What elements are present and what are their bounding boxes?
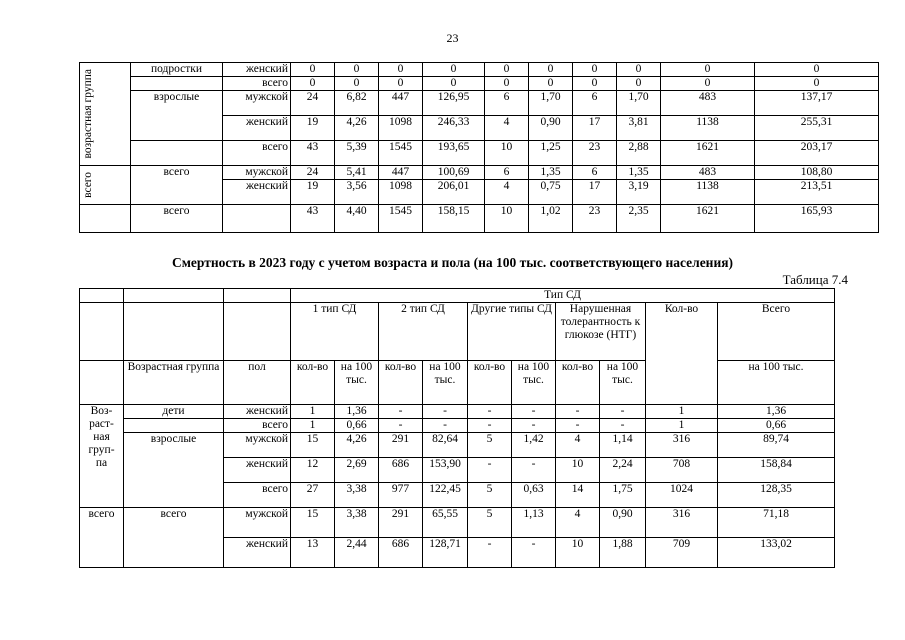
cell: всего [224,483,291,508]
cell: мужской [224,508,291,538]
cell: - [512,419,556,433]
cell: - [600,419,646,433]
cell: 10 [556,538,600,568]
cell-empty [80,289,124,303]
cell: 203,17 [755,141,879,166]
cell: 0 [379,63,423,77]
cell: 1545 [379,141,423,166]
cell: 1,13 [512,508,556,538]
cell: 65,55 [423,508,468,538]
header-per100: на 100 тыс. [335,361,379,405]
header-kol-vo: кол-во [468,361,512,405]
cell: 23 [573,205,617,233]
cell: 0 [573,77,617,91]
cell: 15 [291,433,335,458]
cell: - [556,419,600,433]
cell: - [468,538,512,568]
page-number: 23 [446,31,459,45]
cell: 2,69 [335,458,379,483]
cell: 0 [335,77,379,91]
cell: - [556,405,600,419]
cell: 246,33 [423,116,485,141]
cell: - [512,405,556,419]
cell: 6 [485,91,529,116]
cell: 10 [485,205,529,233]
cell: 153,90 [423,458,468,483]
cell: 0,90 [600,508,646,538]
cell [124,419,224,433]
cell: 0 [379,77,423,91]
cell: 0,75 [529,180,573,205]
cell: 0 [755,63,879,77]
cell: 3,81 [617,116,661,141]
cell: 5,39 [335,141,379,166]
cell: - [468,419,512,433]
cell: 43 [291,205,335,233]
cell: 1545 [379,205,423,233]
cell: 1098 [379,180,423,205]
cell: 5,41 [335,166,379,180]
cell: 1138 [661,180,755,205]
cell: 0 [291,77,335,91]
header-sex: пол [224,361,291,405]
cell: 17 [573,180,617,205]
cell: 0,63 [512,483,556,508]
cell: 708 [646,458,718,483]
cell: 686 [379,538,423,568]
cell: всего [224,419,291,433]
cell: 0 [423,77,485,91]
cell: мужской [223,91,291,116]
cell: 1,35 [529,166,573,180]
cell: 4,40 [335,205,379,233]
cell: 10 [485,141,529,166]
header-type-sd: Тип СД [291,289,835,303]
cell: 1138 [661,116,755,141]
cell: - [512,458,556,483]
cell: дети [124,405,224,419]
cell-empty [80,303,124,361]
cell: 1024 [646,483,718,508]
cell: 4,26 [335,116,379,141]
cell: 2,44 [335,538,379,568]
cell: 1,14 [600,433,646,458]
table-7-4 [79,288,835,568]
cell: 1,42 [512,433,556,458]
cell-empty [80,205,131,233]
cell: 0 [335,63,379,77]
cell: 13 [291,538,335,568]
cell [131,77,223,91]
cell [131,141,223,166]
cell: - [423,419,468,433]
cell: - [468,405,512,419]
cell: 158,84 [718,458,835,483]
cell: 24 [291,166,335,180]
cell: 1098 [379,116,423,141]
cell: 158,15 [423,205,485,233]
header-type2: 2 тип СД [379,303,468,361]
cell: 1,75 [600,483,646,508]
cell: 6,82 [335,91,379,116]
cell: 0,66 [335,419,379,433]
cell: 0,90 [529,116,573,141]
cell: 0 [529,77,573,91]
cell: 126,95 [423,91,485,116]
cell: женский [223,180,291,205]
cell: 122,45 [423,483,468,508]
header-count: Кол-во [646,303,718,405]
cell: 0 [661,77,755,91]
cell: 1,70 [529,91,573,116]
cell: 89,74 [718,433,835,458]
cell: 71,18 [718,508,835,538]
header-total-per100: на 100 тыс. [718,361,835,405]
cell-empty [124,289,224,303]
cell: 4 [556,508,600,538]
cell: 0,66 [718,419,835,433]
cell: всего [223,141,291,166]
cell-empty [80,361,124,405]
cell: 5 [468,483,512,508]
cell: 108,80 [755,166,879,180]
cell: женский [224,458,291,483]
cell: 447 [379,166,423,180]
cell [223,205,291,233]
cell: женский [224,538,291,568]
cell: 255,31 [755,116,879,141]
cell: 447 [379,91,423,116]
cell: 1 [291,419,335,433]
cell: подростки [131,63,223,77]
cell: 6 [573,91,617,116]
cell: 19 [291,116,335,141]
cell: женский [223,63,291,77]
cell: 0 [291,63,335,77]
cell: 5 [468,508,512,538]
header-per100: на 100 тыс. [423,361,468,405]
cell: 213,51 [755,180,879,205]
cell: 1,02 [529,205,573,233]
cell: 0 [485,63,529,77]
cell: 17 [573,116,617,141]
cell: 128,71 [423,538,468,568]
cell: 4 [556,433,600,458]
cell: всего [223,77,291,91]
cell: 1621 [661,141,755,166]
cell: 316 [646,508,718,538]
cell: мужской [223,166,291,180]
cell: 4 [485,180,529,205]
cell: - [468,458,512,483]
cell: 24 [291,91,335,116]
cell: 23 [573,141,617,166]
cell: 133,02 [718,538,835,568]
cell: 4 [485,116,529,141]
table-number: Таблица 7.4 [782,272,848,287]
cell: 0 [529,63,573,77]
header-per100: на 100 тыс. [600,361,646,405]
cell: 3,19 [617,180,661,205]
cell: 1621 [661,205,755,233]
cell: женский [223,116,291,141]
header-total: Всего [718,303,835,361]
cell: 1 [646,419,718,433]
cell: 0 [617,63,661,77]
cell-empty [224,303,291,361]
cell: 686 [379,458,423,483]
cell: 100,69 [423,166,485,180]
cell: - [600,405,646,419]
cell: 19 [291,180,335,205]
cell: 709 [646,538,718,568]
cell: 1,70 [617,91,661,116]
cell: 14 [556,483,600,508]
header-kol-vo: кол-во [556,361,600,405]
cell: 15 [291,508,335,538]
header-age-group: Возрастная группа [124,361,224,405]
cell: 0 [661,63,755,77]
cell: 1,36 [718,405,835,419]
cell: 0 [755,77,879,91]
side-label-total: всего [80,508,124,568]
cell: - [379,419,423,433]
cell: женский [224,405,291,419]
header-type1: 1 тип СД [291,303,379,361]
cell: - [512,538,556,568]
cell: 291 [379,508,423,538]
cell: 2,24 [600,458,646,483]
cell: взрослые [131,91,223,141]
cell: 1,35 [617,166,661,180]
cell: 128,35 [718,483,835,508]
cell: 4,26 [335,433,379,458]
cell: 2,88 [617,141,661,166]
header-ntg: Нарушенная толерантность к глюкозе (НТГ) [556,303,646,361]
side-label-total: всего [80,166,131,205]
cell: 977 [379,483,423,508]
cell: 291 [379,433,423,458]
cell: взрослые [124,433,224,508]
cell: 2,35 [617,205,661,233]
cell: 3,56 [335,180,379,205]
cell: 3,38 [335,508,379,538]
cell: 316 [646,433,718,458]
cell: 165,93 [755,205,879,233]
cell: 0 [573,63,617,77]
cell: 0 [485,77,529,91]
cell: 1,36 [335,405,379,419]
cell: 0 [617,77,661,91]
cell: 12 [291,458,335,483]
table-title: Смертность в 2023 году с учетом возраста и пола (на 100 тыс. соответствующего населения) [171,255,734,270]
header-other: Другие типы СД [468,303,556,361]
cell: 10 [556,458,600,483]
cell-empty [224,289,291,303]
header-per100: на 100 тыс. [512,361,556,405]
cell: 206,01 [423,180,485,205]
cell: 1 [291,405,335,419]
cell: 483 [661,91,755,116]
cell: 193,65 [423,141,485,166]
cell-empty [124,303,224,361]
cell: 6 [573,166,617,180]
cell: 27 [291,483,335,508]
cell: 82,64 [423,433,468,458]
cell: 43 [291,141,335,166]
cell: - [423,405,468,419]
header-kol-vo: кол-во [291,361,335,405]
cell: мужской [224,433,291,458]
side-label-age-group: Воз- раст- ная груп- па [80,405,124,508]
cell: 137,17 [755,91,879,116]
cell: 0 [423,63,485,77]
cell: всего [124,508,224,568]
cell: - [379,405,423,419]
side-label-group: возрастная группа [80,63,131,166]
cell: 1,25 [529,141,573,166]
cell: всего [131,205,223,233]
table-continued [79,62,879,233]
cell: 6 [485,166,529,180]
cell: 483 [661,166,755,180]
cell: 5 [468,433,512,458]
cell: 1 [646,405,718,419]
cell: 3,38 [335,483,379,508]
header-kol-vo: кол-во [379,361,423,405]
cell: всего [131,166,223,205]
cell: 1,88 [600,538,646,568]
